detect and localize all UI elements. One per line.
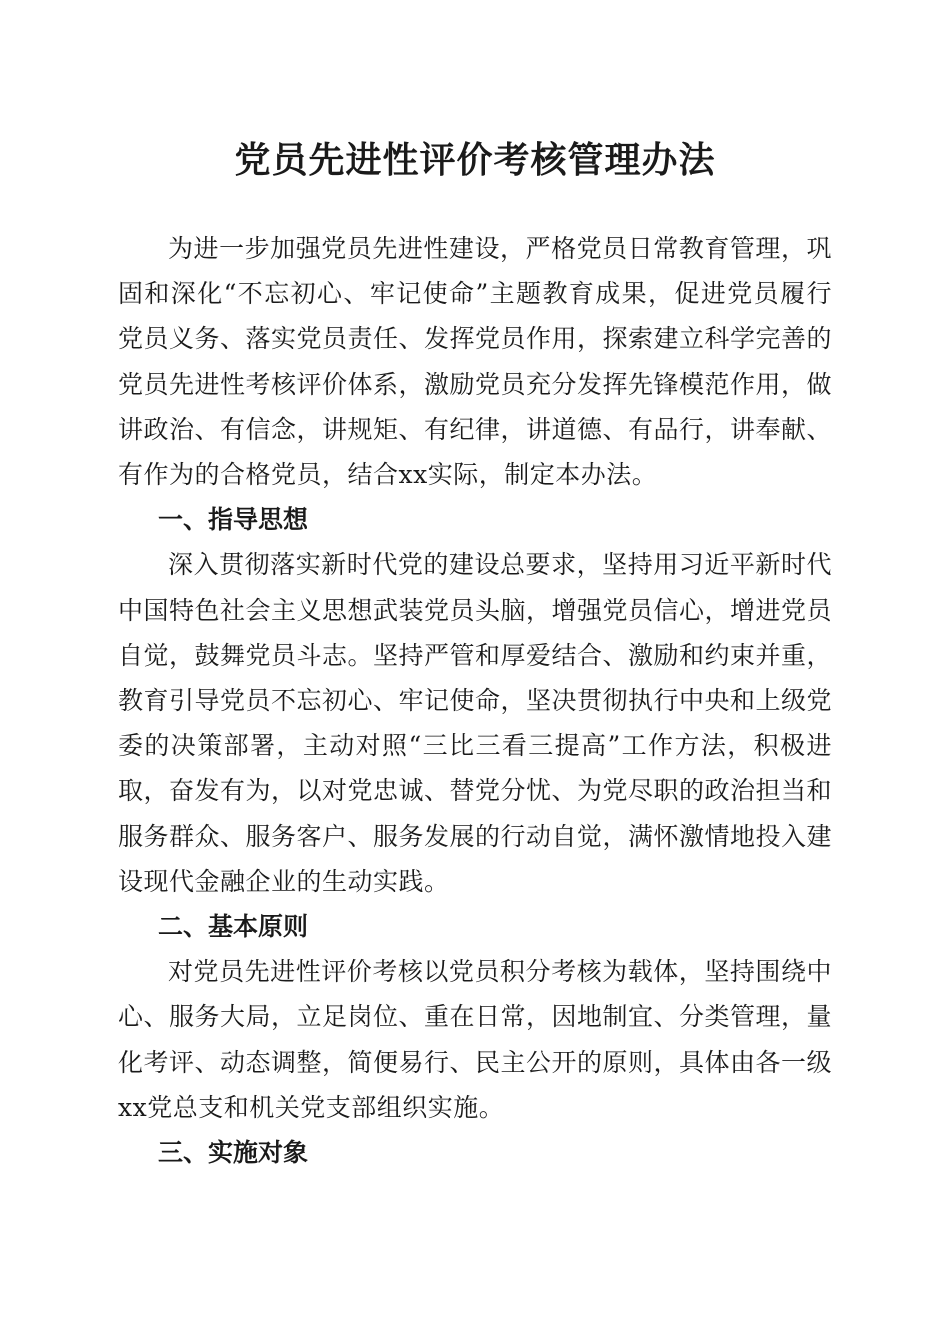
document-title: 党员先进性评价考核管理办法 — [234, 139, 716, 181]
section-body-guiding-ideology: 深入贯彻落实新时代党的建设总要求，坚持用习近平新时代中国特色社会主义思想武装党员头脑，增强党员信心，增进党员自觉，鼓舞党员斗志。坚持严管和厚爱结合、激励和约束并重，教育引导党员不忘初心、牢记使命，坚决贯彻执行中央和上级党委的决策部署，主动对照“三比三看三提高”工作方法，积极进取，奋发有为，以对党忠诚、替党分忧、为党尽职的政治担当和服务群众、服务客户、服务发展的行动自觉，满怀激情地投入建设现代金融企业的生动实践。 — [118, 550, 833, 896]
section-body-basic-principles: 对党员先进性评价考核以党员积分考核为载体，坚持围绕中心、服务大局，立足岗位、重在日常，因地制宜、分类管理，量化考评、动态调整，简便易行、民主公开的原则，具体由各一级xx党总支和机关党支部组织实施。 — [118, 957, 833, 1122]
document-body — [118, 226, 832, 1175]
intro-paragraph: 为进一步加强党员先进性建设，严格党员日常教育管理，巩固和深化“不忘初心、牢记使命”主题教育成果，促进党员履行党员义务、落实党员责任、发挥党员作用，探索建立科学完善的党员先进性考核评价体系，激励党员充分发挥先锋模范作用，做讲政治、有信念，讲规矩、有纪律，讲道德、有品行，讲奉献、有作为的合格党员，结合xx实际，制定本办法。 — [118, 234, 833, 490]
section-heading-guiding-ideology: 一、指导思想 — [158, 505, 309, 535]
section-heading-implementation-targets: 三、实施对象 — [158, 1138, 309, 1168]
section-heading-basic-principles: 二、基本原则 — [158, 912, 309, 942]
